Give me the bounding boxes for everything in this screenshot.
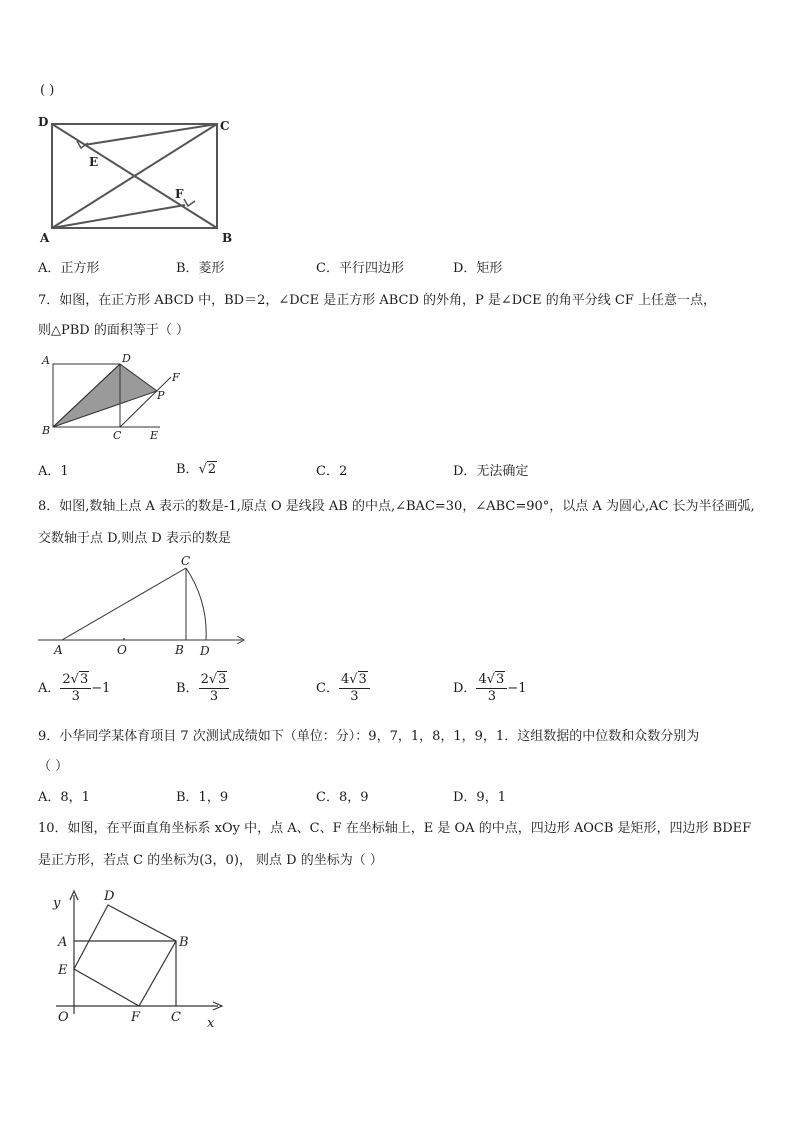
- q10-stem-line2: 是正方形，若点 C 的坐标为(3，0)， 则点 D 的坐标为（ ）: [38, 853, 383, 868]
- q8-option-c-sqrt: √3: [349, 672, 367, 687]
- q8-option-c-prefix: C．: [316, 681, 339, 696]
- q10-label-y: y: [53, 896, 61, 911]
- q7-option-b-radicand: 2: [207, 462, 217, 477]
- q8-figure: [36, 553, 252, 657]
- q9-option-c: C．8，9: [316, 790, 369, 805]
- q8-option-a: [38, 673, 110, 704]
- q6-segment-ce: [84, 124, 217, 145]
- q8-option-b: [176, 673, 229, 704]
- q8-arc: [186, 568, 206, 640]
- q8-origin-dot: [123, 638, 125, 640]
- q7-label-a: A: [42, 354, 50, 367]
- q8-option-b-fraction: [199, 673, 230, 704]
- q9-option-a: A．8，1: [38, 790, 90, 805]
- q7-option-b-sqrt: √2: [198, 462, 217, 477]
- q7-option-b-prefix: B．: [176, 462, 199, 477]
- q9-stem-line1: 9．小华同学某体育项目 7 次测试成绩如下（单位：分）：9，7，1，8，1，9，1．这组数据的中位数和众数分别为: [38, 729, 700, 744]
- q8-label-o: O: [117, 643, 127, 657]
- q8-stem-line1: 8．如图,数轴上点 A 表示的数是-1,原点 O 是线段 AB 的中点,∠BAC=30，∠ABC=90°，以点 A 为圆心,AC 长为半径画弧,: [38, 499, 755, 514]
- q7-option-d: D．无法确定: [453, 464, 529, 479]
- q10-label-x: x: [207, 1016, 215, 1031]
- q8-option-a-denominator: 3: [71, 689, 80, 704]
- q7-option-a: A．1: [38, 464, 69, 479]
- q8-option-b-sqrt: √3: [208, 672, 227, 687]
- q8-option-d-fraction: [476, 673, 507, 704]
- q8-label-c: C: [181, 554, 191, 568]
- q8-segment-ac: [62, 568, 186, 640]
- q8-option-b-prefix: B．: [176, 681, 199, 696]
- q7-label-e: E: [150, 429, 159, 442]
- q10-stem-line1: 10．如图，在平面直角坐标系 xOy 中，点 A、C、F 在坐标轴上，E 是 OA 的中点，四边形 AOCB 是矩形，四边形 BDEF: [38, 821, 752, 836]
- q6-label-e: E: [89, 155, 99, 169]
- q6-option-a: A．正方形: [38, 261, 100, 276]
- q10-label-o: O: [58, 1010, 69, 1025]
- q7-label-p: P: [157, 389, 165, 402]
- q7-label-f: F: [172, 371, 180, 384]
- q8-option-d-sqrt: √3: [486, 672, 505, 687]
- q8-label-a: A: [54, 643, 63, 657]
- q6-label-a: A: [40, 231, 50, 245]
- q9-option-d: D．9，1: [453, 790, 506, 805]
- q8-option-a-sqrt: √3: [70, 672, 89, 687]
- q8-option-c: [316, 673, 370, 704]
- q7-label-c: C: [113, 429, 122, 442]
- q8-option-a-radicand: 3: [79, 672, 89, 687]
- q6-figure: [34, 110, 244, 250]
- q7-label-d: D: [122, 352, 131, 365]
- q8-option-b-coef: 2: [200, 672, 209, 687]
- q6-option-c: C．平行四边形: [316, 261, 404, 276]
- q7-label-b: B: [42, 424, 51, 437]
- q8-option-c-coef: 4: [340, 672, 350, 687]
- q10-square-bdef: [74, 905, 176, 1006]
- q6-right-angle-f: [184, 199, 195, 206]
- q6-label-f: F: [175, 187, 184, 201]
- q8-option-c-radicand: 3: [358, 672, 367, 687]
- q7-stem-line2: 则△PBD 的面积等于（ ）: [38, 323, 189, 338]
- q8-option-d: [453, 673, 526, 704]
- q8-stem-line2: 交数轴于点 D,则点 D 表示的数是: [38, 531, 231, 546]
- q10-label-f: F: [131, 1010, 141, 1025]
- q9-option-b: B．1，9: [176, 790, 229, 805]
- q8-option-b-radicand: 3: [218, 672, 227, 687]
- q10-label-d: D: [104, 889, 115, 904]
- q8-option-a-coef: 2: [62, 672, 71, 687]
- q8-option-c-denominator: 3: [350, 689, 359, 704]
- q9-stem-line2: （ ）: [38, 759, 69, 774]
- q8-option-b-denominator: 3: [209, 689, 219, 704]
- q8-option-d-prefix: D．: [453, 681, 477, 696]
- q6-label-d: D: [38, 115, 49, 129]
- q8-option-a-prefix: A．: [38, 681, 61, 696]
- q10-label-c: C: [171, 1010, 181, 1025]
- q8-option-d-minus-one: −1: [507, 681, 527, 696]
- q8-option-a-minus-one: −1: [91, 681, 111, 696]
- q7-option-b: [176, 461, 217, 479]
- q6-answer-paren: ( ): [40, 83, 55, 98]
- q6-label-b: B: [222, 231, 233, 245]
- q10-label-e: E: [58, 963, 68, 978]
- q8-option-d-radicand: 3: [496, 672, 505, 687]
- q7-figure: [36, 350, 196, 446]
- q8-label-b: B: [175, 643, 184, 657]
- q8-option-d-coef: 4: [478, 672, 487, 687]
- q7-option-c: C．2: [316, 464, 348, 479]
- q6-option-d: D．矩形: [453, 261, 503, 276]
- q7-shaded-triangle-pbd: [53, 364, 157, 427]
- q8-option-c-fraction: [339, 673, 370, 704]
- q8-option-a-fraction: [60, 673, 91, 704]
- q7-stem-line1: 7．如图，在正方形 ABCD 中，BD＝2，∠DCE 是正方形 ABCD 的外角，P 是∠DCE 的角平分线 CF 上任意一点，: [38, 293, 717, 308]
- q10-label-b: B: [179, 935, 189, 950]
- q6-option-b: B．菱形: [176, 261, 225, 276]
- q6-label-c: C: [220, 119, 230, 133]
- q10-label-a: A: [58, 935, 68, 950]
- q8-option-d-denominator: 3: [487, 689, 496, 704]
- q10-figure: [36, 883, 236, 1035]
- q8-label-d: D: [200, 644, 210, 657]
